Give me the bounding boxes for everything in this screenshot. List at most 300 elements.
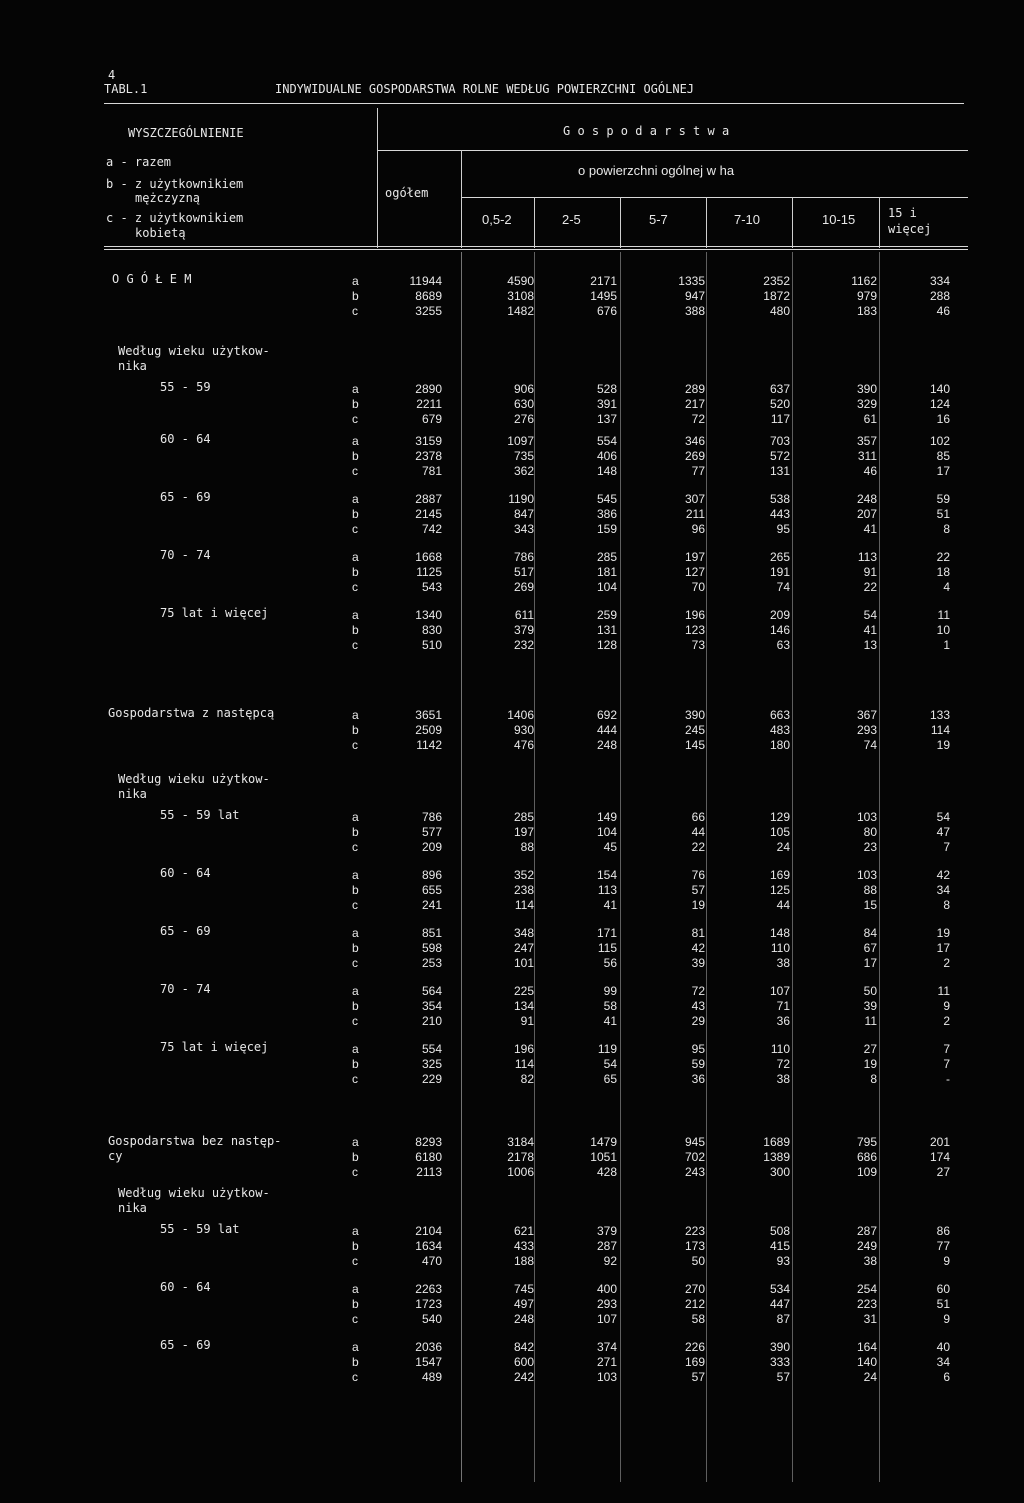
table-cell: 114 [930,723,950,737]
table-cell: 58 [691,1312,705,1326]
table-cell: 149 [596,810,617,824]
table-cell: 510 [421,638,442,652]
table-cell: 830 [421,623,442,637]
table-cell: 4590 [507,274,534,288]
table-cell: 354 [421,999,442,1013]
table-cell: 2211 [416,397,442,411]
legend-b2: mężczyzną [135,191,201,205]
row-code: b [352,825,359,839]
table-cell: 2 [943,956,950,970]
table-cell: 56 [603,956,617,970]
page-number: 4 [108,68,116,82]
col-0-5-2: 0,5-2 [482,212,512,227]
table-cell: 663 [769,708,790,722]
table-id: TABL.1 [104,82,148,96]
table-cell: 271 [596,1355,617,1369]
table-cell: 3255 [415,304,442,318]
table-cell: 73 [691,638,705,652]
table-cell: 36 [776,1014,790,1028]
table-cell: 154 [596,868,617,882]
row-code: c [352,464,358,478]
table-cell: 92 [603,1254,617,1268]
section-label-cont: cy [108,1149,123,1163]
table-cell: 77 [936,1239,950,1253]
col-15-plus: 15 i [888,206,917,220]
table-cell: 692 [596,708,617,722]
table-cell: 1689 [763,1135,790,1149]
table-cell: - [946,1072,950,1086]
table-cell: 2378 [415,449,442,463]
table-cell: 1389 [763,1150,790,1164]
table-cell: 65 [603,1072,617,1086]
table-cell: 8689 [415,289,442,303]
table-cell: 87 [776,1312,790,1326]
table-cell: 113 [597,883,617,897]
table-cell: 362 [513,464,534,478]
table-cell: 104 [596,580,617,594]
table-cell: 85 [936,449,950,463]
table-cell: 140 [929,382,950,396]
table-cell: 1097 [507,434,534,448]
table-cell: 307 [684,492,705,506]
table-cell: 428 [596,1165,617,1179]
table-cell: 786 [513,550,534,564]
table-cell: 1479 [590,1135,617,1149]
row-code: c [352,1072,358,1086]
table-cell: 131 [769,464,790,478]
table-cell: 196 [684,608,705,622]
header-vline-stub [377,108,378,248]
table-cell: 1495 [590,289,617,303]
table-cell: 1190 [508,492,534,506]
table-cell: 104 [596,825,617,839]
table-cell: 269 [513,580,534,594]
table-cell: 82 [520,1072,534,1086]
table-cell: 110 [770,1042,790,1056]
table-cell: 38 [776,1072,790,1086]
table-cell: 131 [596,623,617,637]
row-code: a [352,382,359,396]
table-cell: 703 [769,434,790,448]
col-5-7: 5-7 [649,212,668,227]
row-code: c [352,1370,358,1384]
table-cell: 400 [596,1282,617,1296]
table-cell: 621 [513,1224,534,1238]
row-code: c [352,638,358,652]
table-cell: 217 [684,397,705,411]
row-code: a [352,550,359,564]
section-label: 65 - 69 [160,924,211,938]
row-code: a [352,608,359,622]
table-cell: 287 [596,1239,617,1253]
section-label: Według wieku użytkow- [118,1186,270,1200]
table-cell: 325 [421,1057,442,1071]
row-code: a [352,274,359,288]
table-cell: 6 [943,1370,950,1384]
table-cell: 11 [864,1014,877,1028]
table-cell: 534 [769,1282,790,1296]
row-code: b [352,449,359,463]
table-cell: 508 [769,1224,790,1238]
table-cell: 293 [596,1297,617,1311]
table-cell: 2 [943,1014,950,1028]
table-cell: 655 [421,883,442,897]
table-cell: 76 [691,868,705,882]
body-vline-1 [461,252,462,1482]
table-cell: 22 [863,580,877,594]
row-code: a [352,1224,359,1238]
table-cell: 3108 [507,289,534,303]
table-cell: 2509 [415,723,442,737]
table-cell: 38 [863,1254,877,1268]
table-cell: 119 [597,1042,617,1056]
table-cell: 543 [421,580,442,594]
table-cell: 415 [769,1239,790,1253]
section-label: 70 - 74 [160,548,211,562]
row-code: b [352,723,359,737]
table-cell: 225 [513,984,534,998]
table-cell: 129 [769,810,790,824]
table-cell: 169 [684,1355,705,1369]
table-cell: 16 [936,412,950,426]
table-cell: 545 [596,492,617,506]
table-cell: 1335 [678,274,705,288]
table-cell: 59 [936,492,950,506]
table-cell: 54 [936,810,950,824]
header-vline-3 [620,197,621,248]
subgroup-header: o powierzchni ogólnej w ha [578,163,735,178]
row-code: c [352,522,358,536]
table-cell: 164 [856,1340,877,1354]
section-label: 75 lat i więcej [160,606,269,620]
table-cell: 57 [691,1370,705,1384]
table-cell: 348 [513,926,534,940]
table-cell: 847 [513,507,534,521]
table-cell: 43 [691,999,705,1013]
row-code: a [352,434,359,448]
table-cell: 293 [856,723,877,737]
table-cell: 637 [769,382,790,396]
table-cell: 114 [514,898,534,912]
table-cell: 276 [513,412,534,426]
table-cell: 781 [421,464,442,478]
table-cell: 232 [513,638,534,652]
table-cell: 24 [776,840,790,854]
row-code: a [352,810,359,824]
section-label-cont: nika [118,787,147,801]
table-cell: 181 [596,565,617,579]
row-code: a [352,708,359,722]
table-cell: 173 [684,1239,705,1253]
body-vline-2 [534,252,535,1482]
table-cell: 8293 [415,1135,442,1149]
table-cell: 1340 [415,608,442,622]
table-cell: 249 [856,1239,877,1253]
legend-c2: kobietą [135,226,186,240]
table-cell: 630 [513,397,534,411]
table-cell: 2145 [415,507,442,521]
section-label: 60 - 64 [160,866,211,880]
table-cell: 7 [943,840,950,854]
table-cell: 103 [856,810,877,824]
row-code: b [352,289,359,303]
col-10-15: 10-15 [822,212,856,227]
row-code: a [352,1042,359,1056]
row-code: c [352,1165,358,1179]
table-cell: 81 [691,926,705,940]
table-cell: 572 [769,449,790,463]
table-cell: 311 [857,449,877,463]
section-label: Według wieku użytkow- [118,344,270,358]
table-cell: 1634 [415,1239,442,1253]
table-cell: 72 [776,1057,790,1071]
table-cell: 146 [769,623,790,637]
table-cell: 196 [513,1042,534,1056]
table-cell: 248 [856,492,877,506]
section-label-cont: nika [118,359,147,373]
table-cell: 300 [769,1165,790,1179]
table-cell: 1006 [507,1165,534,1179]
row-code: c [352,840,358,854]
table-cell: 42 [936,868,950,882]
table-cell: 47 [936,825,950,839]
table-cell: 334 [929,274,950,288]
table-cell: 95 [776,522,790,536]
row-code: b [352,1355,359,1369]
table-cell: 367 [856,708,877,722]
section-label: 55 - 59 [160,380,211,394]
table-cell: 27 [863,1042,877,1056]
header-top-rule [104,103,964,104]
table-cell: 554 [421,1042,442,1056]
table-cell: 63 [776,638,790,652]
table-cell: 1723 [415,1297,442,1311]
table-cell: 742 [421,522,442,536]
table-cell: 1872 [763,289,790,303]
row-code: b [352,1057,359,1071]
table-cell: 564 [421,984,442,998]
table-cell: 476 [513,738,534,752]
table-cell: 183 [856,304,877,318]
section-label: 55 - 59 lat [160,1222,240,1236]
table-cell: 702 [684,1150,705,1164]
table-cell: 288 [929,289,950,303]
table-cell: 34 [936,1355,950,1369]
table-cell: 191 [769,565,790,579]
table-cell: 58 [603,999,617,1013]
table-cell: 41 [863,623,877,637]
table-cell: 444 [596,723,617,737]
body-vline-6 [879,252,880,1482]
table-cell: 2171 [590,274,617,288]
legend-b: b - z użytkownikiem [106,177,244,191]
table-cell: 517 [513,565,534,579]
row-code: b [352,565,359,579]
table-cell: 41 [603,1014,617,1028]
table-cell: 110 [770,941,790,955]
table-cell: 51 [936,507,950,521]
header-vline-4 [706,197,707,248]
row-code: c [352,1312,358,1326]
table-cell: 7 [943,1042,950,1056]
table-cell: 3651 [415,708,442,722]
table-cell: 17 [936,464,950,478]
table-cell: 352 [513,868,534,882]
header-vline-2 [534,197,535,248]
section-label: Gospodarstwa bez następ- [108,1134,282,1148]
table-cell: 115 [597,941,617,955]
table-cell: 343 [513,522,534,536]
table-cell: 209 [769,608,790,622]
table-title: INDYWIDUALNE GOSPODARSTWA ROLNE WEDŁUG POWIERZCHNI OGÓLNEJ [275,82,695,96]
table-cell: 96 [691,522,705,536]
table-cell: 11944 [409,274,442,288]
col-7-10: 7-10 [734,212,761,227]
table-cell: 23 [863,840,877,854]
section-label: 60 - 64 [160,432,211,446]
table-cell: 289 [684,382,705,396]
table-cell: 265 [769,550,790,564]
table-cell: 103 [856,868,877,882]
body-vline-4 [706,252,707,1482]
table-cell: 38 [776,956,790,970]
body-vline-5 [792,252,793,1482]
table-cell: 1547 [415,1355,442,1369]
table-cell: 72 [691,984,705,998]
table-cell: 357 [856,434,877,448]
table-cell: 41 [863,522,877,536]
table-cell: 528 [596,382,617,396]
table-cell: 223 [684,1224,705,1238]
table-cell: 171 [596,926,617,940]
table-cell: 390 [769,1340,790,1354]
table-cell: 270 [684,1282,705,1296]
table-cell: 390 [856,382,877,396]
row-code: a [352,1135,359,1149]
table-cell: 201 [929,1135,950,1149]
table-cell: 19 [936,738,950,752]
row-code: a [352,926,359,940]
table-cell: 133 [929,708,950,722]
row-code: b [352,999,359,1013]
table-cell: 107 [769,984,790,998]
section-label: 55 - 59 lat [160,808,240,822]
table-cell: 9 [943,1254,950,1268]
table-cell: 54 [603,1057,617,1071]
table-cell: 93 [776,1254,790,1268]
table-cell: 2887 [415,492,442,506]
table-cell: 600 [513,1355,534,1369]
table-cell: 9 [943,999,950,1013]
table-cell: 51 [936,1297,950,1311]
table-cell: 254 [856,1282,877,1296]
table-cell: 124 [929,397,950,411]
table-cell: 520 [769,397,790,411]
table-cell: 346 [684,434,705,448]
table-cell: 117 [770,412,790,426]
row-code: a [352,492,359,506]
table-cell: 22 [691,840,705,854]
section-label: 70 - 74 [160,982,211,996]
table-cell: 24 [863,1370,877,1384]
header-vline-5 [792,197,793,248]
table-cell: 18 [936,565,950,579]
section-label: Gospodarstwa z następcą [108,706,275,720]
table-cell: 735 [513,449,534,463]
table-cell: 259 [596,608,617,622]
table-cell: 174 [929,1150,950,1164]
header-bottom-rule-2 [104,249,968,250]
table-cell: 679 [421,412,442,426]
table-cell: 3184 [507,1135,534,1149]
table-cell: 105 [769,825,790,839]
table-cell: 433 [513,1239,534,1253]
table-cell: 745 [513,1282,534,1296]
table-cell: 2178 [507,1150,534,1164]
row-code: b [352,883,359,897]
table-cell: 9 [943,1312,950,1326]
table-cell: 248 [596,738,617,752]
table-cell: 1482 [507,304,534,318]
table-cell: 247 [513,941,534,955]
table-cell: 11 [937,608,950,622]
table-cell: 44 [776,898,790,912]
table-cell: 77 [691,464,705,478]
table-cell: 101 [513,956,534,970]
table-cell: 148 [596,464,617,478]
table-cell: 842 [513,1340,534,1354]
table-cell: 851 [421,926,442,940]
table-cell: 84 [863,926,877,940]
table-cell: 333 [769,1355,790,1369]
table-cell: 74 [776,580,790,594]
row-code: b [352,1297,359,1311]
table-cell: 480 [769,304,790,318]
table-cell: 896 [421,868,442,882]
table-cell: 2104 [415,1224,442,1238]
table-cell: 285 [596,550,617,564]
table-cell: 159 [596,522,617,536]
table-cell: 17 [936,941,950,955]
table-cell: 4 [943,580,950,594]
table-cell: 19 [691,898,705,912]
table-cell: 241 [421,898,442,912]
section-label-cont: nika [118,1201,147,1215]
table-cell: 210 [421,1014,442,1028]
table-cell: 388 [684,304,705,318]
body-vline-3 [620,252,621,1482]
table-cell: 72 [691,412,705,426]
table-cell: 197 [684,550,705,564]
table-cell: 598 [421,941,442,955]
table-cell: 71 [776,999,790,1013]
table-cell: 46 [936,304,950,318]
table-cell: 54 [863,608,877,622]
table-cell: 947 [684,289,705,303]
table-cell: 2352 [763,274,790,288]
table-cell: 80 [863,825,877,839]
table-cell: 114 [514,1057,534,1071]
table-cell: 17 [863,956,877,970]
table-cell: 188 [513,1254,534,1268]
row-code: a [352,868,359,882]
row-code: b [352,623,359,637]
table-cell: 538 [769,492,790,506]
table-cell: 795 [856,1135,877,1149]
row-code: c [352,956,358,970]
header-vline-6 [879,197,880,248]
table-cell: 945 [684,1135,705,1149]
